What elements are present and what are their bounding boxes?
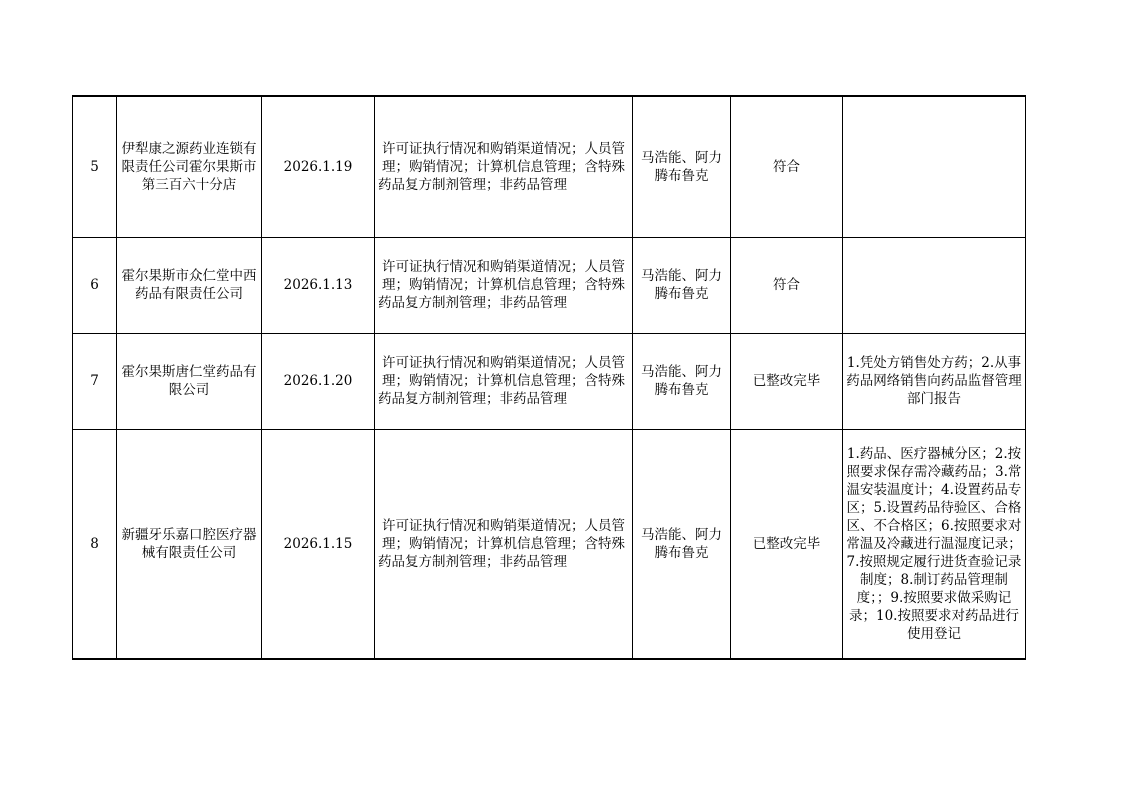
rectification-note (843, 96, 1026, 237)
inspectors: 马浩能、阿力腾布鲁克 (633, 237, 731, 333)
inspection-table (72, 95, 1026, 660)
company-name: 霍尔果斯市众仁堂中西药品有限责任公司 (117, 237, 262, 333)
company-name: 新疆牙乐嘉口腔医疗器械有限责任公司 (117, 429, 262, 659)
row-number: 8 (73, 429, 117, 659)
inspection-date: 2026.1.20 (262, 333, 375, 429)
inspection-result: 已整改完毕 (731, 333, 843, 429)
company-name: 伊犁康之源药业连锁有限责任公司霍尔果斯市第三百六十分店 (117, 96, 262, 237)
row-number: 7 (73, 333, 117, 429)
table-row (73, 96, 1026, 237)
inspection-result: 符合 (731, 96, 843, 237)
inspection-date: 2026.1.15 (262, 429, 375, 659)
table-row (73, 237, 1026, 333)
inspection-items: 许可证执行情况和购销渠道情况；人员管理；购销情况；计算机信息管理；含特殊药品复方制剂管理；非药品管理 (375, 96, 633, 237)
inspectors: 马浩能、阿力腾布鲁克 (633, 429, 731, 659)
inspection-result: 已整改完毕 (731, 429, 843, 659)
company-name: 霍尔果斯唐仁堂药品有限公司 (117, 333, 262, 429)
row-number: 6 (73, 237, 117, 333)
table-row (73, 429, 1026, 659)
rectification-note: 1.凭处方销售处方药；2.从事药品网络销售向药品监督管理部门报告 (843, 333, 1026, 429)
inspection-date: 2026.1.13 (262, 237, 375, 333)
inspection-items: 许可证执行情况和购销渠道情况；人员管理；购销情况；计算机信息管理；含特殊药品复方制剂管理；非药品管理 (375, 333, 633, 429)
inspection-items: 许可证执行情况和购销渠道情况；人员管理；购销情况；计算机信息管理；含特殊药品复方制剂管理；非药品管理 (375, 237, 633, 333)
inspectors: 马浩能、阿力腾布鲁克 (633, 333, 731, 429)
rectification-note (843, 237, 1026, 333)
row-number: 5 (73, 96, 117, 237)
table-row (73, 333, 1026, 429)
rectification-note: 1.药品、医疗器械分区；2.按照要求保存需冷藏药品；3.常温安装温度计；4.设置药品专区；5.设置药品待验区、合格区、不合格区；6.按照要求对常温及冷藏进行温湿度记录；7.按照规定履行进货查验记录制度；8.制订药品管理制度；；9.按照要求做采购记录；10.按照要求对药品进行使用登记 (843, 429, 1026, 659)
inspection-date: 2026.1.19 (262, 96, 375, 237)
inspection-result: 符合 (731, 237, 843, 333)
inspectors: 马浩能、阿力腾布鲁克 (633, 96, 731, 237)
inspection-items: 许可证执行情况和购销渠道情况；人员管理；购销情况；计算机信息管理；含特殊药品复方制剂管理；非药品管理 (375, 429, 633, 659)
